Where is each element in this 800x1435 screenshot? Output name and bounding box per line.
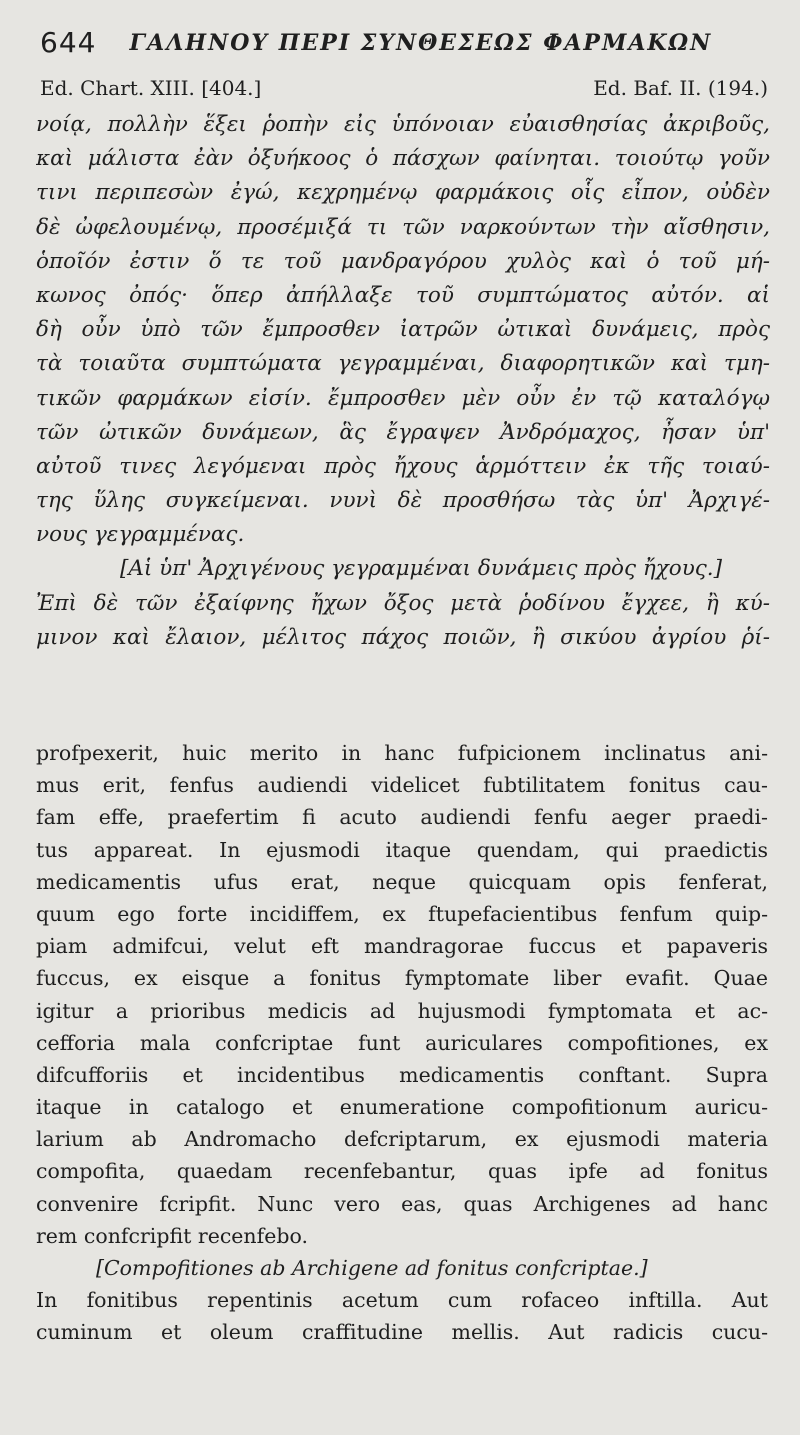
- latin-line: medicamentis ufus erat, neque quicquam opis fenferat,: [36, 869, 768, 894]
- latin-line: compofita, quaedam recenfebantur, quas ipfe ad fonitus: [36, 1159, 768, 1184]
- greek-line: δὴ οὖν ὑπὸ τῶν ἔμπροσθεν ἰατρῶν ὠτικαὶ δυνάμεις, πρὸς: [36, 317, 770, 343]
- greek-line: της ὕλης συγκείμεναι. νυνὶ δὲ προσθήσω τὰς ὑπ' Ἀρχιγέ-: [36, 488, 770, 514]
- page-header: [40, 26, 770, 66]
- latin-line: cefforia mala confcriptae funt auriculares compofitiones, ex: [36, 1030, 768, 1055]
- latin-line: rem confcripfit recenfebo.: [36, 1223, 308, 1248]
- latin-line: cuminum et oleum craffitudine mellis. Aut radicis cucu-: [36, 1320, 768, 1345]
- latin-line: piam admifcui, velut eft mandragorae fuccus et papaveris: [36, 934, 768, 959]
- greek-line: τῶν ὠτικῶν δυνάμεων, ἃς ἔγραψεν Ἀνδρόμαχος, ἦσαν ὑπ': [36, 419, 770, 445]
- greek-line: τὰ τοιαῦτα συμπτώματα γεγραμμέναι, διαφορητικῶν καὶ τμη-: [36, 351, 770, 377]
- latin-line: fam effe, praefertim fi acuto audiendi fenfu aeger praedi-: [36, 805, 768, 830]
- latin-line: igitur a prioribus medicis ad hujusmodi fymptomata et ac-: [36, 998, 768, 1023]
- latin-line: fuccus, ex eisque a fonitus fymptomate liber evafit. Quae: [36, 966, 768, 991]
- greek-line: μινον καὶ ἔλαιον, μέλιτος πάχος ποιῶν, ἢ σικύου ἀγρίου ῥί-: [36, 624, 770, 650]
- greek-line: νους γεγραμμένας.: [36, 522, 245, 548]
- latin-line: difcufforiis et incidentibus medicamentis conftant. Supra: [36, 1062, 768, 1087]
- running-title: ΓΑΛΗΝΟΥ ΠΕΡΙ ΣΥΝΘΕΣΕΩΣ ΦΑΡΜΑΚΩΝ: [129, 29, 713, 56]
- greek-line: τινι περιπεσὼν ἐγώ, κεχρημένῳ φαρμάκοις οἷς εἶπον, οὐδὲν: [36, 180, 770, 206]
- latin-text-block: [36, 737, 768, 1349]
- greek-line: τικῶν φαρμάκων εἰσίν. ἔμπροσθεν μὲν οὖν ἐν τῷ καταλόγῳ: [36, 385, 770, 411]
- greek-line: κωνος ὀπός· ὅπερ ἀπήλλαξε τοῦ συμπτώματος αὐτόν. αἱ: [36, 282, 770, 308]
- greek-line: καὶ μάλιστα ἐὰν ὀξυήκοος ὁ πάσχων φαίνηται. τοιούτῳ γοῦν: [36, 146, 770, 172]
- edition-reference-right: Ed. Baf. II. (194.): [593, 76, 768, 100]
- greek-line: Ἐπὶ δὲ τῶν ἐξαίφνης ἤχων ὄξος μετὰ ῥοδίνου ἔγχεε, ἢ κύ-: [36, 590, 770, 616]
- latin-section-heading: [Compofitiones ab Archigene ad fonitus confcriptae.]: [96, 1256, 648, 1280]
- latin-line: mus erit, fenfus audiendi videlicet fubtilitatem fonitus cau-: [36, 773, 768, 798]
- latin-line: profpexerit, huic merito in hanc fufpicionem inclinatus ani-: [36, 741, 768, 765]
- page-number: 644: [40, 26, 97, 59]
- latin-line: larium ab Andromacho defcriptarum, ex ejusmodi materia: [36, 1127, 768, 1152]
- greek-line: αὐτοῦ τινες λεγόμεναι πρὸς ἤχους ἁρμόττειν ἐκ τῆς τοιαύ-: [36, 453, 770, 479]
- greek-section-heading: [Αἱ ὑπ' Ἀρχιγένους γεγραμμέναι δυνάμεις πρὸς ἤχους.]: [120, 556, 723, 582]
- latin-line: itaque in catalogo et enumeratione compofitionum auricu-: [36, 1095, 768, 1120]
- latin-line: convenire fcripfit. Nunc vero eas, quas Archigenes ad hanc: [36, 1191, 768, 1216]
- latin-line: In fonitibus repentinis acetum cum rofaceo inftilla. Aut: [36, 1288, 768, 1313]
- greek-line: νοίᾳ, πολλὴν ἕξει ῥοπὴν εἰς ὑπόνοιαν εὐαισθησίας ἀκριβοῦς,: [36, 112, 770, 137]
- latin-line: tus appareat. In ejusmodi itaque quendam, qui praedictis: [36, 837, 768, 862]
- greek-text-block: [36, 108, 770, 655]
- greek-line: ὁποῖόν ἐστιν ὅ τε τοῦ μανδραγόρου χυλὸς καὶ ὁ τοῦ μή-: [36, 248, 770, 274]
- edition-references: [40, 76, 768, 104]
- latin-line: quum ego forte incidiffem, ex ftupefacientibus fenfum quip-: [36, 901, 768, 926]
- edition-reference-left: Ed. Chart. XIII. [404.]: [40, 76, 262, 100]
- greek-line: δὲ ὠφελουμένῳ, προσέμιξά τι τῶν ναρκούντων τὴν αἴσθησιν,: [36, 214, 770, 240]
